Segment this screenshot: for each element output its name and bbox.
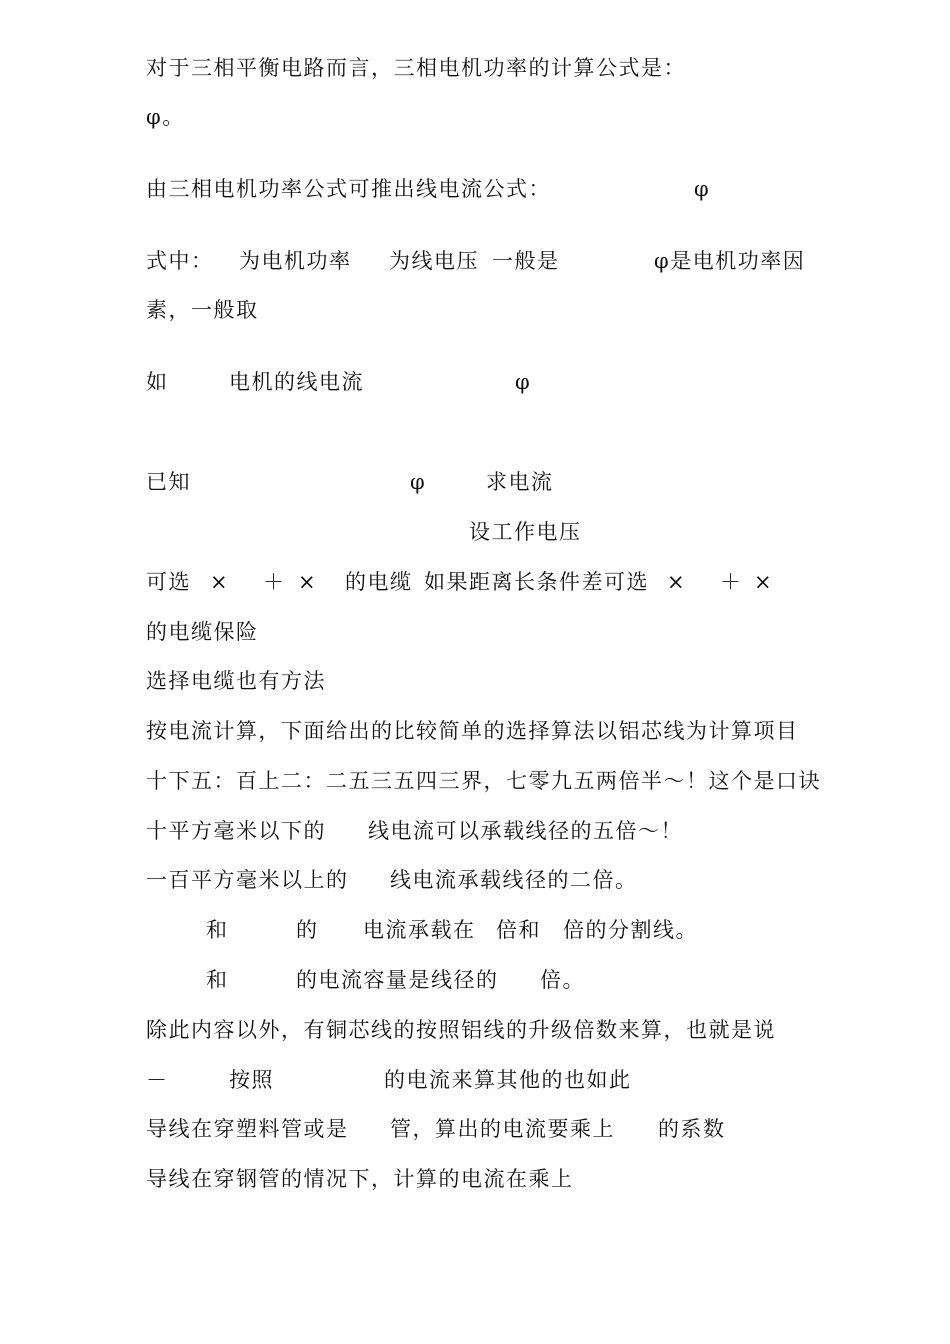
text-fragment: 的电缆 (345, 570, 413, 594)
text-fragment: 导线在穿塑料管或是 (146, 1117, 349, 1141)
text-fragment: 一般是 (492, 249, 560, 273)
text-fragment: φ (694, 177, 711, 201)
text-fragment: ＋ (263, 570, 286, 594)
text-line: 素，一般取 (146, 298, 259, 322)
text-line: 按电流计算，下面给出的比较简单的选择算法以铝芯线为计算项目 (146, 719, 799, 743)
text-fragment: 的电流来算其他的也如此 (384, 1068, 632, 1092)
text-fragment: φ (410, 470, 427, 494)
text-fragment: 电流承载在 (363, 918, 476, 942)
text-line: 对于三相平衡电路而言，三相电机功率的计算公式是： (146, 56, 686, 80)
text-fragment: 倍和 (496, 918, 541, 942)
text-fragment: 管，算出的电流要乘上 (390, 1117, 615, 1141)
text-line: 的电缆保险 (146, 620, 259, 644)
text-line: 导线在穿钢管的情况下，计算的电流在乘上 (146, 1167, 574, 1191)
text-fragment: 求电流 (486, 470, 554, 494)
text-fragment: φ (515, 370, 532, 394)
text-fragment: 倍。 (540, 968, 585, 992)
text-fragment: × (754, 570, 774, 594)
text-fragment: 和 (206, 918, 229, 942)
text-fragment: － (146, 1068, 169, 1092)
text-line: 由三相电机功率公式可推出线电流公式： (146, 177, 551, 201)
text-fragment: 十平方毫米以下的 (146, 819, 326, 843)
text-line: 选择电缆也有方法 (146, 669, 326, 693)
text-fragment: 一百平方毫米以上的 (146, 868, 349, 892)
text-fragment: 电机的线电流 (229, 370, 364, 394)
text-fragment: 式中： (146, 249, 214, 273)
text-line: 设工作电压 (469, 520, 582, 544)
text-fragment: 线电流承载线径的二倍。 (390, 868, 638, 892)
text-fragment: 线电流可以承载线径的五倍～！ (368, 819, 683, 843)
text-fragment: 可选 (146, 570, 191, 594)
text-fragment: ＋ (720, 570, 743, 594)
text-fragment: 为线电压 (389, 249, 479, 273)
text-line: 十下五：百上二：二五三五四三界，七零九五两倍半～！这个是口诀 (146, 769, 821, 793)
text-fragment: 如果距离长条件差可选 (424, 570, 649, 594)
text-fragment: × (667, 570, 687, 594)
text-fragment: × (210, 570, 230, 594)
text-fragment: 如 (146, 370, 169, 394)
text-fragment: 的 (296, 918, 319, 942)
text-fragment: 的电流容量是线径的 (296, 968, 499, 992)
text-fragment: 倍的分割线。 (563, 918, 698, 942)
text-fragment: 按照 (229, 1068, 274, 1092)
text-fragment: 和 (206, 968, 229, 992)
text-line: φ。 (146, 105, 185, 129)
text-fragment: 已知 (146, 470, 191, 494)
text-fragment: 为电机功率 (239, 249, 352, 273)
text-fragment: × (298, 570, 318, 594)
text-line: 除此内容以外，有铜芯线的按照铝线的升级倍数来算，也就是说 (146, 1018, 776, 1042)
text-fragment: φ是电机功率因 (654, 249, 806, 273)
text-fragment: 的系数 (658, 1117, 726, 1141)
